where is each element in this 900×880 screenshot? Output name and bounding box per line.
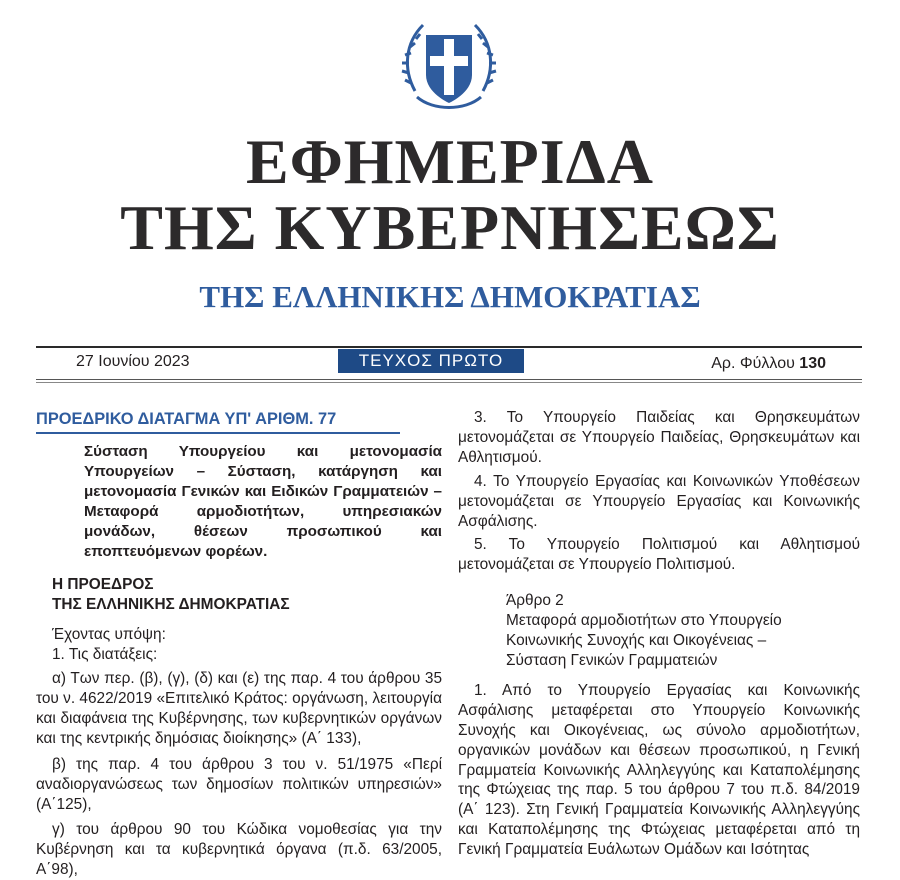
paragraph-4: 4. Το Υπουργείο Εργασίας και Κοινωνικών Υποθέσεων μετονομάζεται σε Υπουργείο Εργασίας και Κοινωνικής Ασφάλισης. <box>458 472 860 530</box>
decree-subject: Σύσταση Υπουργείου και μετονομασία Υπουργείων – Σύσταση, κατάργηση και μετονομασία Γενικών και Ειδικών Γραμματειών – Μεταφορά αρμοδιοτήτων, υπηρεσιακών μονάδων, θέσεων προσωπικού και εποπτευόμενων φορέων. <box>84 443 442 560</box>
president-line2: ΤΗΣ ΕΛΛΗΝΙΚΗΣ ΔΗΜΟΚΡΑΤΙΑΣ <box>52 596 290 614</box>
article-2-number: Άρθρο 2 <box>506 592 564 610</box>
paragraph-c: γ) του άρθρου 90 του Κώδικα νομοθεσίας για την Κυβέρνηση και τα κυβερνητικά όργανα (π.δ. 63/2005, Α΄98), <box>36 821 442 879</box>
decree-title: ΠΡΟΕΔΡΙΚΟ ΔΙΑΤΑΓΜΑ ΥΠ' ΑΡΙΘΜ. 77 <box>36 408 400 434</box>
greek-coat-of-arms-icon <box>401 13 497 123</box>
left-column <box>36 408 442 880</box>
masthead-title-line2: ΤΗΣ ΚΥΒΕΡΝΗΣΕΩΣ <box>120 192 780 263</box>
header-rule-bottom <box>36 379 862 380</box>
masthead-title-line1: ΕΦΗΜΕΡΙΔΑ <box>246 126 654 197</box>
sheet-number: 130 <box>799 355 826 372</box>
sheet-label: Αρ. Φύλλου <box>711 355 795 372</box>
paragraph-3: 3. Το Υπουργείο Παιδείας και Θρησκευμάτων μετονομάζεται σε Υπουργείο Παιδείας, Θρησκευμάτων και Αθλητισμού. <box>458 409 860 466</box>
right-column <box>458 408 860 860</box>
issue-type-band: ΤΕΥΧΟΣ ΠΡΩΤΟ <box>338 349 524 373</box>
header-rule-top <box>36 346 862 348</box>
article-2-title-line1: Μεταφορά αρμοδιοτήτων στο Υπουργείο <box>506 612 782 630</box>
president-line1: Η ΠΡΟΕΔΡΟΣ <box>52 576 154 594</box>
issue-date: 27 Ιουνίου 2023 <box>76 353 190 370</box>
header-rule-bottom-thin <box>36 382 862 383</box>
paragraph-a: α) Των περ. (β), (γ), (δ) και (ε) της παρ. 4 του άρθρου 35 του ν. 4622/2019 «Επιτελικό Κράτος: οργάνωση, λειτουργία και διαφάνεια της Κυβέρνησης, των κυβερνητικών οργάνων και της κεντρικής δημόσιας διοίκησης» (Α΄ 133), <box>36 670 442 747</box>
article-2-title-line3: Σύσταση Γενικών Γραμματειών <box>506 651 718 669</box>
masthead-republic: ΤΗΣ ΕΛΛΗΝΙΚΗΣ ΔΗΜΟΚΡΑΤΙΑΣ <box>199 279 701 314</box>
item-1: 1. Τις διατάξεις: <box>52 646 158 664</box>
paragraph-5: 5. Το Υπουργείο Πολιτισμού και Αθλητισμού μετονομάζεται σε Υπουργείο Πολιτισμού. <box>458 536 860 574</box>
article-2-title-line2: Κοινωνικής Συνοχής και Οικογένειας – <box>506 632 767 650</box>
article-2-paragraph-1: 1. Από το Υπουργείο Εργασίας και Κοινωνικής Ασφάλισης μεταφέρεται στο Υπουργείο Κοινωνικής Συνοχής και Οικογένειας, ως σύνολο αρμοδιοτήτων, οργανικών μονάδων και θέσεων προσωπικού, η Γενική Γραμματεία Κοινωνικής Αλληλεγγύης και Καταπολέμησης της Φτώχειας της παρ. 5 του άρθρου 7 του π.δ. 84/2019 (Α΄ 123). Στη Γενική Γραμματεία Κοινωνικής Αλληλεγγύης και Καταπολέμησης της Φτώχειας μεταφέρεται από τη Γενική Γραμματεία Ευάλωτων Ομάδων και Ισότητας <box>458 681 860 859</box>
issue-sheet-number <box>711 352 826 376</box>
paragraph-b: β) της παρ. 4 του άρθρου 3 του ν. 51/1975 «Περί αναδιοργανώσεως των δημοσίων πολιτικών υπηρεσιών» (Α΄125), <box>36 755 442 813</box>
considering: Έχοντας υπόψη: <box>52 626 166 644</box>
